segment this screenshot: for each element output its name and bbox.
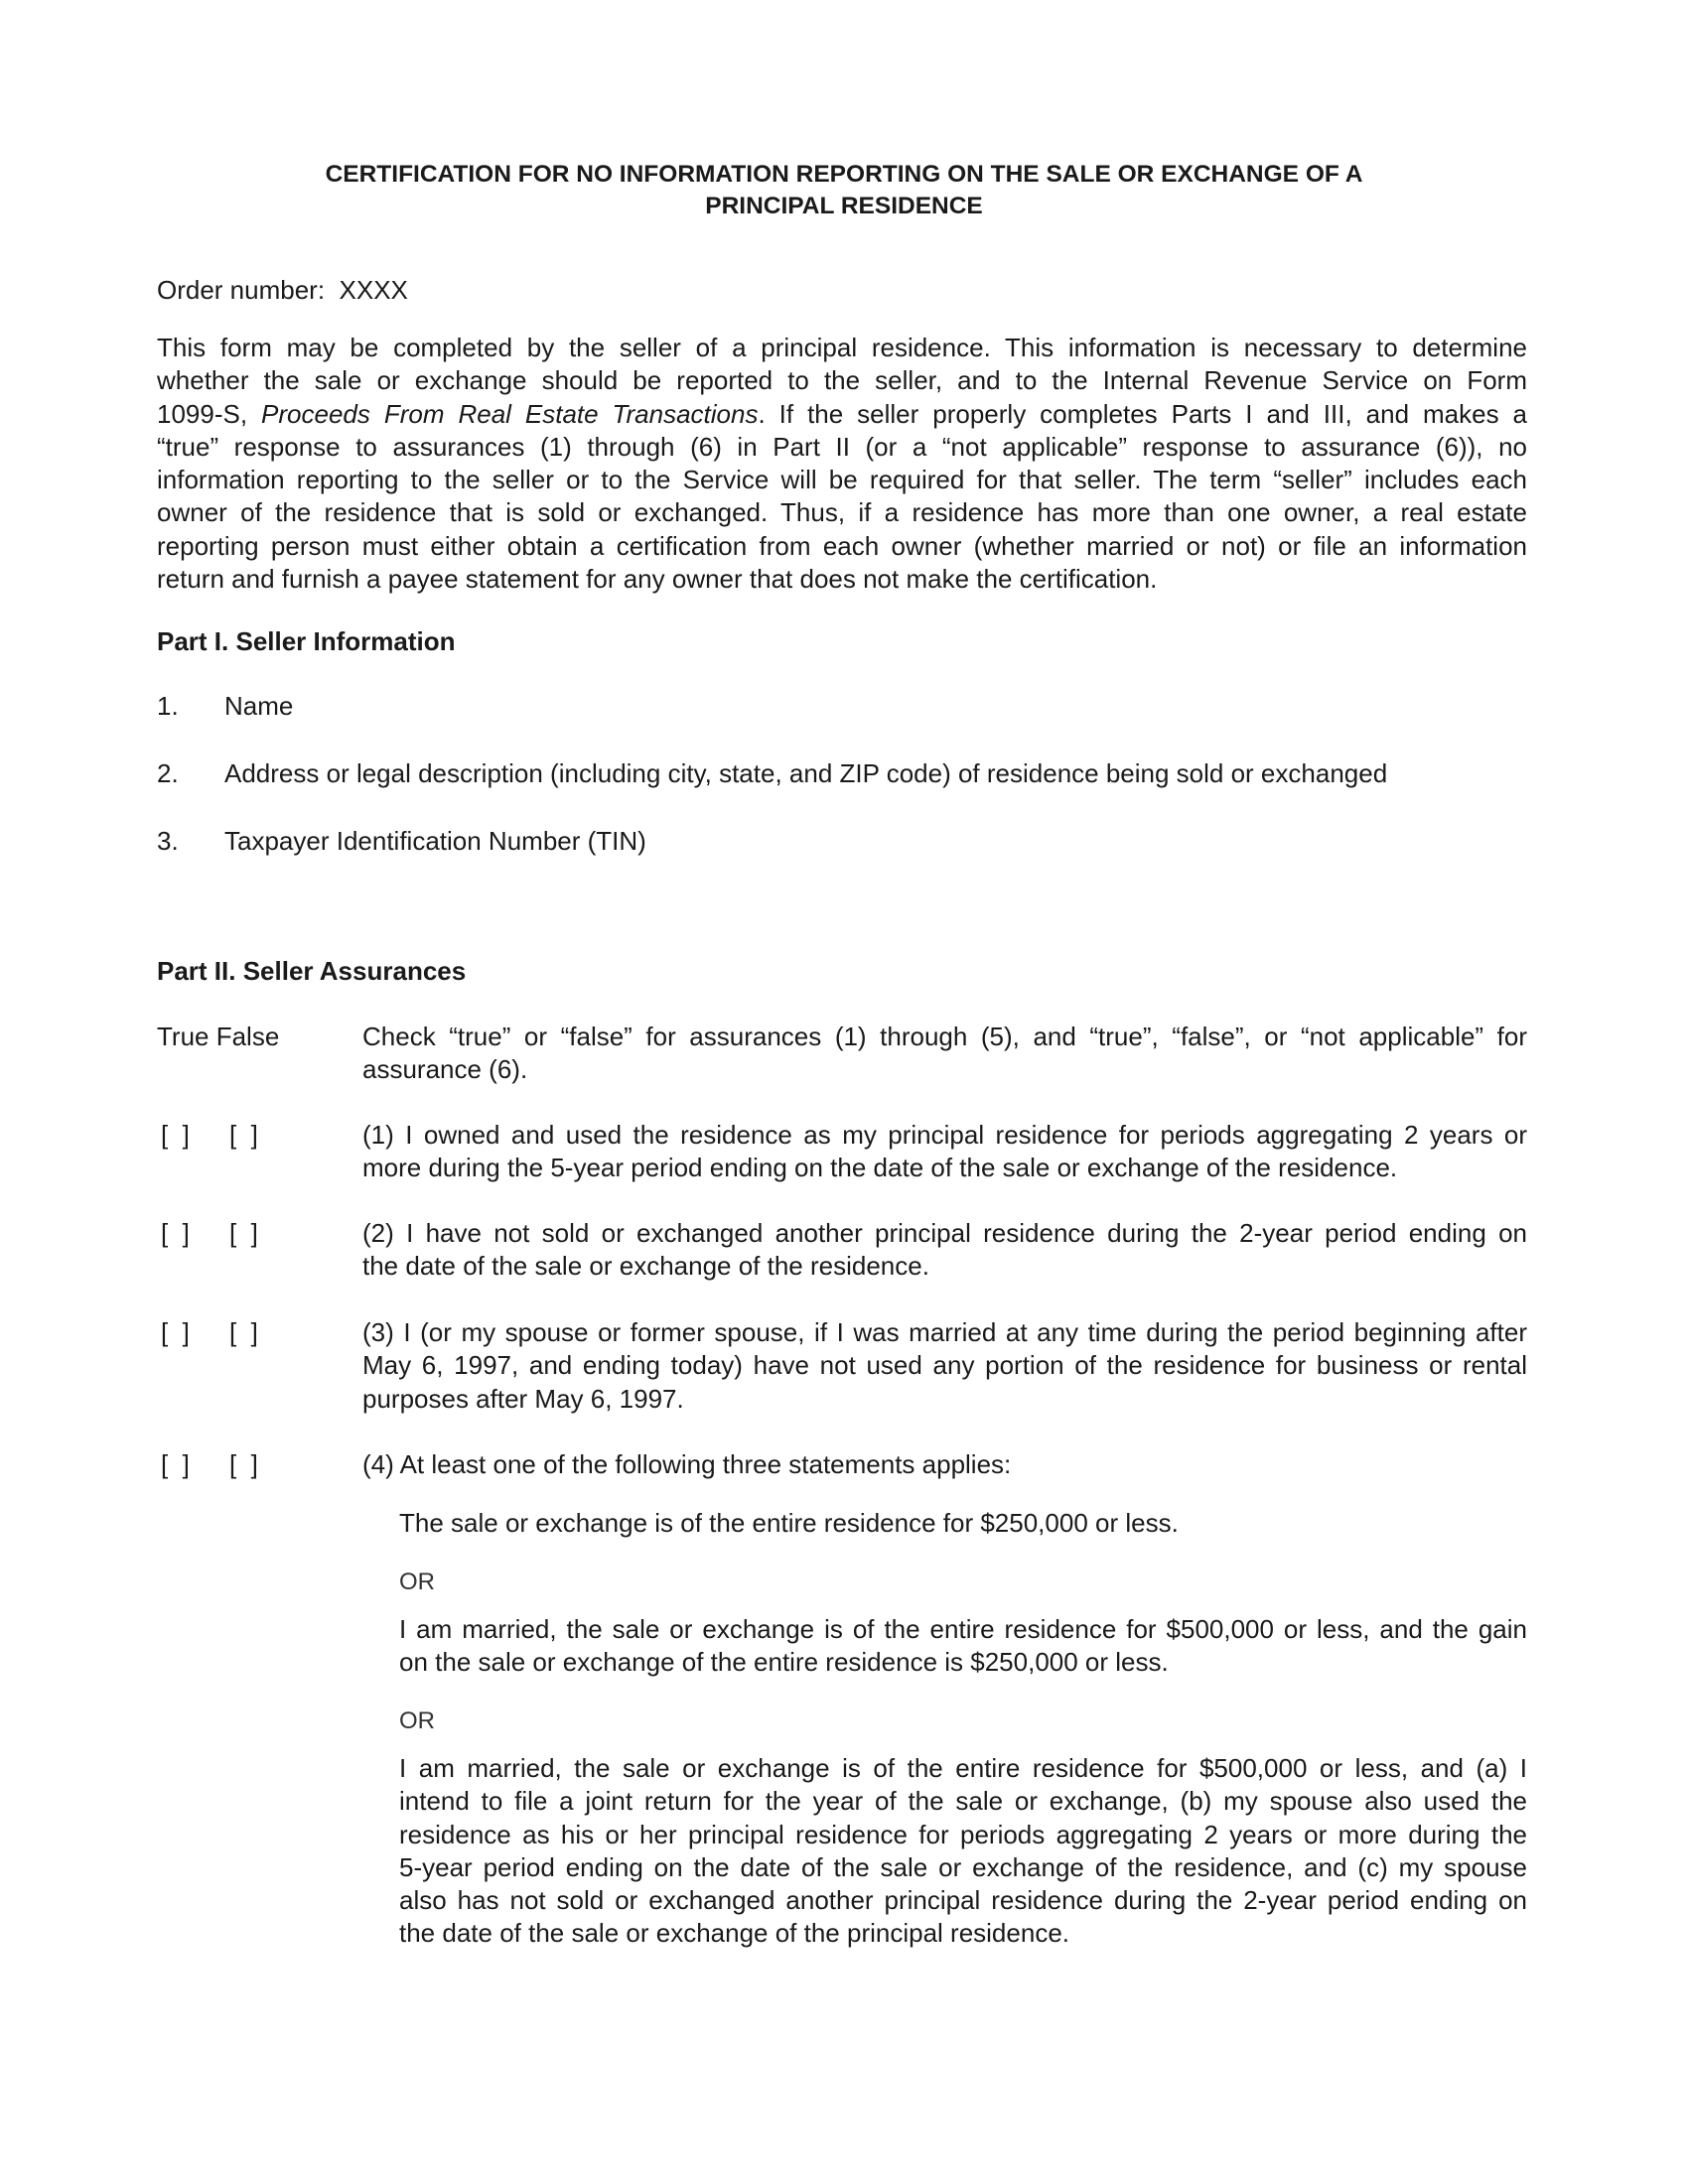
statement-line: intend to file a joint return for the year of the sale or exchange, (b) my spouse also used the [399,1786,1527,1817]
intro-line: This form may be completed by the seller of a principal residence. This information is necessary to determine [157,333,1527,362]
intro-text: . If the seller properly completes Parts I and III, and makes a [758,398,1527,429]
part2-heading: Part II. Seller Assurances [157,956,467,986]
order-number-value: XXXX [339,275,408,305]
order-number-label: Order number: [157,275,326,305]
assurance-2 [362,1217,1527,1284]
part2-instructions [362,1021,1527,1087]
assurance-line: more during the 5-year period ending on the date of the sale or exchange of the residence. [362,1153,1398,1183]
assurance-line: purposes after May 6, 1997. [362,1383,684,1414]
statement-line: the date of the sale or exchange of the principal residence. [399,1918,1069,1949]
intro-line: “true” response to assurances (1) through (6) in Part II (or a “not applicable” response to assurance (6)), no [157,431,1527,462]
assurance-3-true-checkbox[interactable]: [ ] [161,1317,190,1347]
statement-line: The sale or exchange is of the entire residence for $250,000 or less. [399,1508,1179,1538]
statement-line: I am married, the sale or exchange is of the entire residence for $500,000 or less, and (a) I [399,1753,1527,1783]
intro-line: information reporting to the seller or to the Service will be required for that seller. The term “seller” includes each [157,465,1527,495]
true-false-column-header: True False [157,1022,280,1051]
statement-c [399,1752,1527,1951]
statement-line: 5-year period ending on the date of the sale or exchange of the residence, and (c) my spouse [399,1851,1527,1882]
intro-line: return and furnish a payee statement for any owner that does not make the certification. [157,564,1158,595]
assurance-3 [362,1316,1527,1416]
statement-line: on the sale or exchange of the entire residence is $250,000 or less. [399,1647,1169,1678]
statement-line: residence as his or her principal residence for periods aggregating 2 years or more during the [399,1819,1527,1849]
assurance-1 [362,1119,1527,1185]
form-title-italic: Proceeds From Real Estate Transactions [261,398,759,429]
assurance-3-false-checkbox[interactable]: [ ] [229,1317,258,1347]
assurance-4-true-checkbox[interactable]: [ ] [161,1449,190,1479]
assurance-line: the date of the sale or exchange of the residence. [362,1251,929,1282]
assurance-line: May 6, 1997, and ending today) have not used any portion of the residence for business or rental [362,1350,1527,1381]
assurance-line: (2) I have not sold or exchanged another principal residence during the 2-year period ending on [362,1218,1527,1248]
part1-heading: Part I. Seller Information [157,626,456,656]
intro-line [157,398,1527,431]
instruction-line: Check “true” or “false” for assurances (1) through (5), and “true”, “false”, or “not applicable” for [362,1022,1527,1051]
assurance-1-true-checkbox[interactable]: [ ] [161,1120,190,1150]
assurance-line: (3) I (or my spouse or former spouse, if I was married at any time during the period beginning after [362,1317,1527,1347]
intro-text: 1099-S, [157,398,262,429]
title-line-2: PRINCIPAL RESIDENCE [705,193,983,219]
intro-line: owner of the residence that is sold or exchanged. Thus, if a residence has more than one owner, a real estate [157,497,1527,528]
part1-item-3-number: 3. [157,826,179,856]
assurance-line: (4) At least one of the following three statements applies: [362,1449,1012,1479]
assurance-1-false-checkbox[interactable]: [ ] [229,1120,258,1150]
intro-line: whether the sale or exchange should be reported to the seller, and to the Internal Revenue Service on Form [157,365,1527,396]
instruction-line: assurance (6). [362,1054,528,1085]
part1-item-name: Name [224,691,294,721]
assurance-4 [362,1448,1527,1481]
part1-item-1-number: 1. [157,691,179,721]
document-title [157,159,1531,222]
intro-line: reporting person must either obtain a certification from each owner (whether married or not) or file an information [157,530,1527,561]
statement-b [399,1613,1527,1680]
statement-line: I am married, the sale or exchange is of the entire residence for $500,000 or less, and the gain [399,1614,1527,1644]
part1-item-tin: Taxpayer Identification Number (TIN) [224,826,646,856]
assurance-2-false-checkbox[interactable]: [ ] [229,1218,258,1248]
assurance-2-true-checkbox[interactable]: [ ] [161,1218,190,1248]
statement-a [399,1507,1527,1540]
part1-item-2-number: 2. [157,758,179,788]
order-number [157,274,408,306]
statement-line: also has not sold or exchanged another principal residence during the 2-year period ending on [399,1885,1527,1916]
assurance-line: (1) I owned and used the residence as my principal residence for periods aggregating 2 years or [362,1120,1527,1150]
title-line-1: CERTIFICATION FOR NO INFORMATION REPORTING ON THE SALE OR EXCHANGE OF A [325,161,1363,188]
part1-item-address: Address or legal description (including city, state, and ZIP code) of residence being sold or exchanged [224,758,1388,788]
or-separator-2: OR [399,1707,435,1734]
assurance-4-false-checkbox[interactable]: [ ] [229,1449,258,1479]
or-separator-1: OR [399,1569,435,1595]
intro-paragraph [157,332,1527,596]
